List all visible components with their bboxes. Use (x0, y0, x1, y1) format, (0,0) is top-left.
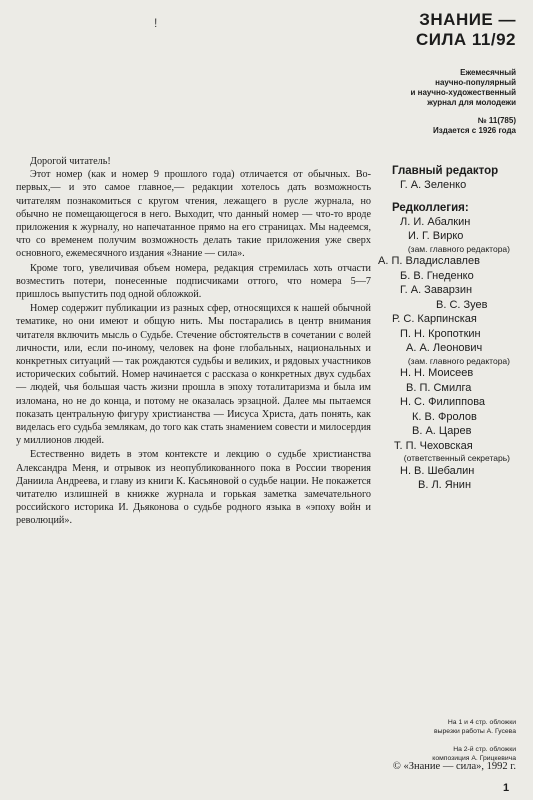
board-member: Н. С. Филиппова (400, 396, 486, 408)
board-member: В. А. Царев (412, 425, 472, 437)
chief-editor-heading: Главный редактор (392, 165, 499, 177)
cover-credit-line: На 2-й стр. обложки (453, 746, 516, 753)
member-note: (зам. главного редактора) (407, 243, 510, 254)
letter-greeting: Дорогой читатель! (30, 156, 111, 167)
corner-mark: ! (154, 16, 158, 30)
subtitle-line: Ежемесячный (460, 68, 516, 77)
page-number: 1 (503, 782, 510, 794)
copyright-notice: © «Знание — сила», 1992 г. (392, 761, 516, 772)
board-member: В. С. Зуев (436, 298, 488, 311)
board-member: Н. Н. Моисеев (400, 367, 474, 379)
published-since: Издается с 1926 года (433, 126, 516, 135)
board-member: В. П. Смилга (406, 381, 472, 394)
board-member: Б. В. Гнеденко (400, 269, 474, 282)
board-member: К. В. Фролов (412, 410, 477, 423)
editorial-board (378, 164, 522, 493)
magazine-title-line2: СИЛА 11/92 (415, 30, 516, 49)
letter-paragraph: Естественно видеть в этом контексте и лекцию о судьбе христианства Александра Меня, и отрывок из неопубликованного пока в России творения Даниила Андреева, и главу из книги К. Касьяновой о судьбе нации. Не покажется читателю излишней в книжке журнала и горькая заметка замечательного российского историка И. Дьяконова о судьбе родного языка в «эпоху войн и революций». (16, 449, 371, 527)
letter-paragraph: Этот номер (как и номер 9 прошлого года) отличается от обычных. Во-первых,— и это самое главное,— редакции хотелось дать возможность читателям познакомиться с кругом чтения, лежащего в русле журнала, но обычно не помещающегося в него. Выходит, что данный номер — что-то вроде приложения к журналу, но напечатанное прямо на его страницах. Мы надеемся, что со временем получим возможность делать такие приложения уже сверх основного, ежемесячного издания «Знание — сила». (16, 169, 371, 260)
board-member: И. Г. Вирко (408, 230, 464, 242)
cover-credits (360, 718, 516, 763)
letter-paragraph: Кроме того, увеличивая объем номера, редакция стремилась хоть отчасти возместить потери, понесенные подписчиками оттого, что номера 5—7 пришлось выпустить под одной обложкой. (16, 262, 371, 301)
board-member: В. Л. Янин (418, 479, 472, 491)
board-member: Т. П. Чеховская (394, 439, 473, 452)
magazine-title (388, 10, 516, 50)
member-note: (ответственный секретарь) (403, 453, 510, 463)
editorial-letter (16, 155, 371, 529)
subtitle-line: научно-популярный (435, 78, 516, 87)
letter-paragraph: Номер содержит публикации из разных сфер, относящихся к нашей обычной тематике, но они имеют и общую нить. Мы постарались в центр внимания читателя включить мысль о Судьбе. Стечение обстоятельств в сочетании с волей личности, или, если по-иному, человек на фоне глобальных, национальных и конкретных ситуаций — так рождаются судьбы и великих, и рядовых участников исторических событий. Номер начинается с рассказа о конкретных двух судьбах — людей, чья большая часть жизни прошла в эпоху тоталитаризма и была им изломана, но не до конца, и потому не оказалась эрзацной. Далее мы пытаемся показать центральную фигуру христианства — Иисуса Христа, дать понять, как виделась его судьба землякам, до того как стать знамением совести и милосердия у миллионов людей. (16, 303, 371, 447)
cover-credit-line: На 1 и 4 стр. обложки (447, 719, 516, 726)
magazine-title-line1: ЗНАНИЕ — (419, 10, 516, 29)
board-member: Н. В. Шебалин (400, 464, 475, 477)
board-member: П. Н. Кропоткин (400, 327, 481, 340)
magazine-subtitle (370, 68, 516, 108)
issue-info (370, 116, 516, 136)
cover-credit-line: вырезки работы А. Гусева (433, 728, 516, 735)
member-note: (зам. главного редактора) (407, 355, 510, 366)
board-member: Р. С. Карпинская (392, 313, 477, 325)
board-member: А. А. Леонович (406, 342, 483, 354)
subtitle-line: журнал для молодежи (427, 98, 516, 107)
cover-credit-line: композиция А. Грицкевича (432, 755, 516, 762)
board-member: Л. И. Абалкин (400, 215, 471, 228)
issue-number: № 11(785) (477, 116, 516, 125)
chief-editor-name: Г. А. Зеленко (400, 179, 467, 191)
board-member: А. П. Владиславлев (378, 255, 480, 267)
board-heading: Редколлегия: (392, 201, 469, 214)
board-member: Г. А. Заварзин (400, 284, 473, 296)
subtitle-line: и научно-художественный (410, 88, 516, 97)
